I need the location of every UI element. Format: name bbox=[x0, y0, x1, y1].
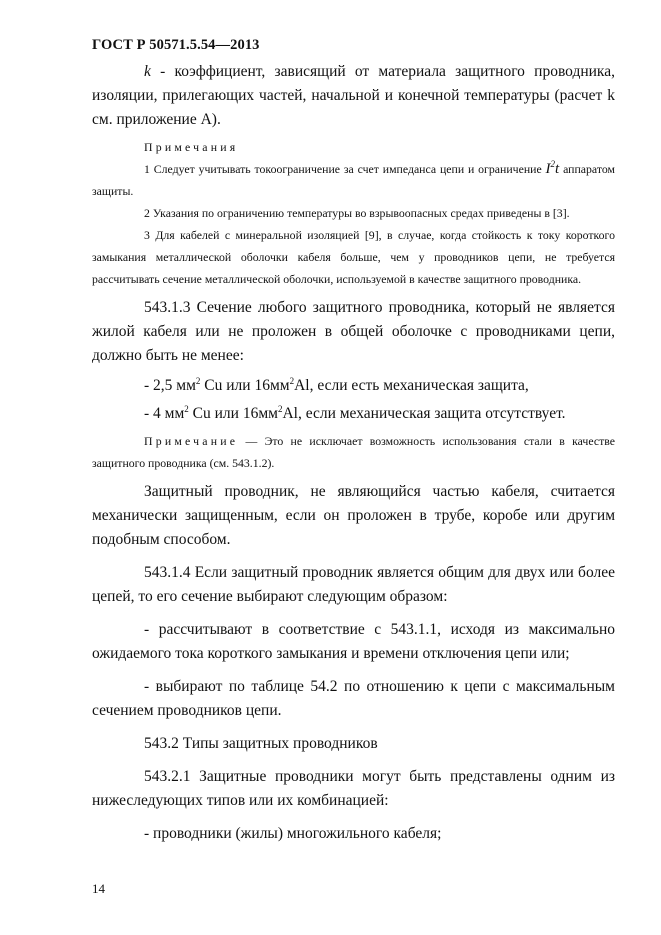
paragraph-mechanical-protection: Защитный проводник, не являющийся частью кабеля, считается механически защищенным, если он проложен в трубе, коробе или другим подобным способом. bbox=[92, 483, 615, 548]
note-1-formula bbox=[546, 161, 560, 177]
list-item-cu-2-5 bbox=[92, 374, 615, 398]
item1-sup-1: 2 bbox=[195, 376, 201, 386]
list-item-select-table: - выбирают по таблице 54.2 по отношению к цепи с максимальным сечением проводников цепи. bbox=[92, 678, 615, 719]
note-1-tail: аппаратом защиты. bbox=[92, 162, 615, 198]
document-header: ГОСТ Р 50571.5.54—2013 bbox=[92, 37, 260, 53]
note-4-text: — Это не исключает возможность использования стали в качестве защитного проводника (см. 543.1.2). bbox=[92, 434, 615, 470]
note-1-text: 1 Следует учитывать токоограничение за счет импеданса цепи и ограничение bbox=[144, 162, 546, 176]
item1-sup-2: 2 bbox=[289, 376, 295, 386]
k-definition-text: - коэффициент, зависящий от материала защитного проводника, изоляции, прилегающих частей, начальной и конечной температуры (расчет k см. приложение А). bbox=[92, 63, 615, 128]
k-variable: k bbox=[144, 63, 151, 80]
item2-sup-1: 2 bbox=[184, 404, 189, 414]
notes-heading: Примечания bbox=[144, 140, 239, 154]
item2-part-a: - 4 мм bbox=[144, 405, 185, 422]
formula-t: t bbox=[555, 161, 560, 177]
note-3: 3 Для кабелей с минеральной изоляцией [9], в случае, когда стойкость к току короткого замыкания металлической оболочки кабеля больше, чем у проводников цепи, не требуется рассчитывать сечение металлической оболочки, используемой в качестве защитного проводника. bbox=[92, 228, 615, 286]
item2-part-c: Al, если механическая защита отсутствует. bbox=[282, 405, 566, 422]
list-item-cu-4 bbox=[92, 402, 615, 426]
document-body bbox=[92, 60, 615, 846]
k-definition bbox=[92, 60, 615, 132]
paragraph-543-1-4: 543.1.4 Если защитный проводник является общим для двух или более цепей, то его сечение выбирают следующим образом: bbox=[92, 564, 615, 605]
paragraph-543-1-3: 543.1.3 Сечение любого защитного проводника, который не является жилой кабеля или не проложен в общей оболочке с проводниками цепи, должно быть не менее: bbox=[92, 299, 615, 364]
list-item-multicore-cable: - проводники (жилы) многожильного кабеля; bbox=[144, 825, 442, 842]
note-1 bbox=[92, 158, 615, 202]
paragraph-543-2-1: 543.2.1 Защитные проводники могут быть представлены одним из нижеследующих типов или их комбинацией: bbox=[92, 768, 615, 809]
page-number: 14 bbox=[92, 881, 105, 896]
item2-part-b: Cu или 16мм bbox=[188, 405, 278, 422]
section-543-2-title: 543.2 Типы защитных проводников bbox=[144, 735, 378, 752]
item1-part-c: Al, если есть механическая защита, bbox=[294, 377, 529, 394]
formula-i: I bbox=[545, 161, 551, 177]
note-2: 2 Указания по ограничению температуры во взрывоопасных средах приведены в [3]. bbox=[144, 206, 570, 220]
formula-sup: 2 bbox=[550, 159, 556, 169]
note-4 bbox=[92, 430, 615, 474]
item1-part-a: - 2,5 мм bbox=[144, 377, 196, 394]
note-4-label: Примечание bbox=[144, 434, 239, 448]
item2-sup-2: 2 bbox=[277, 404, 283, 414]
list-item-calculate: - рассчитывают в соответствие с 543.1.1, исходя из максимально ожидаемого тока короткого замыкания и времени отключения цепи или; bbox=[92, 621, 615, 662]
item1-part-b: Cu или 16мм bbox=[200, 377, 290, 394]
